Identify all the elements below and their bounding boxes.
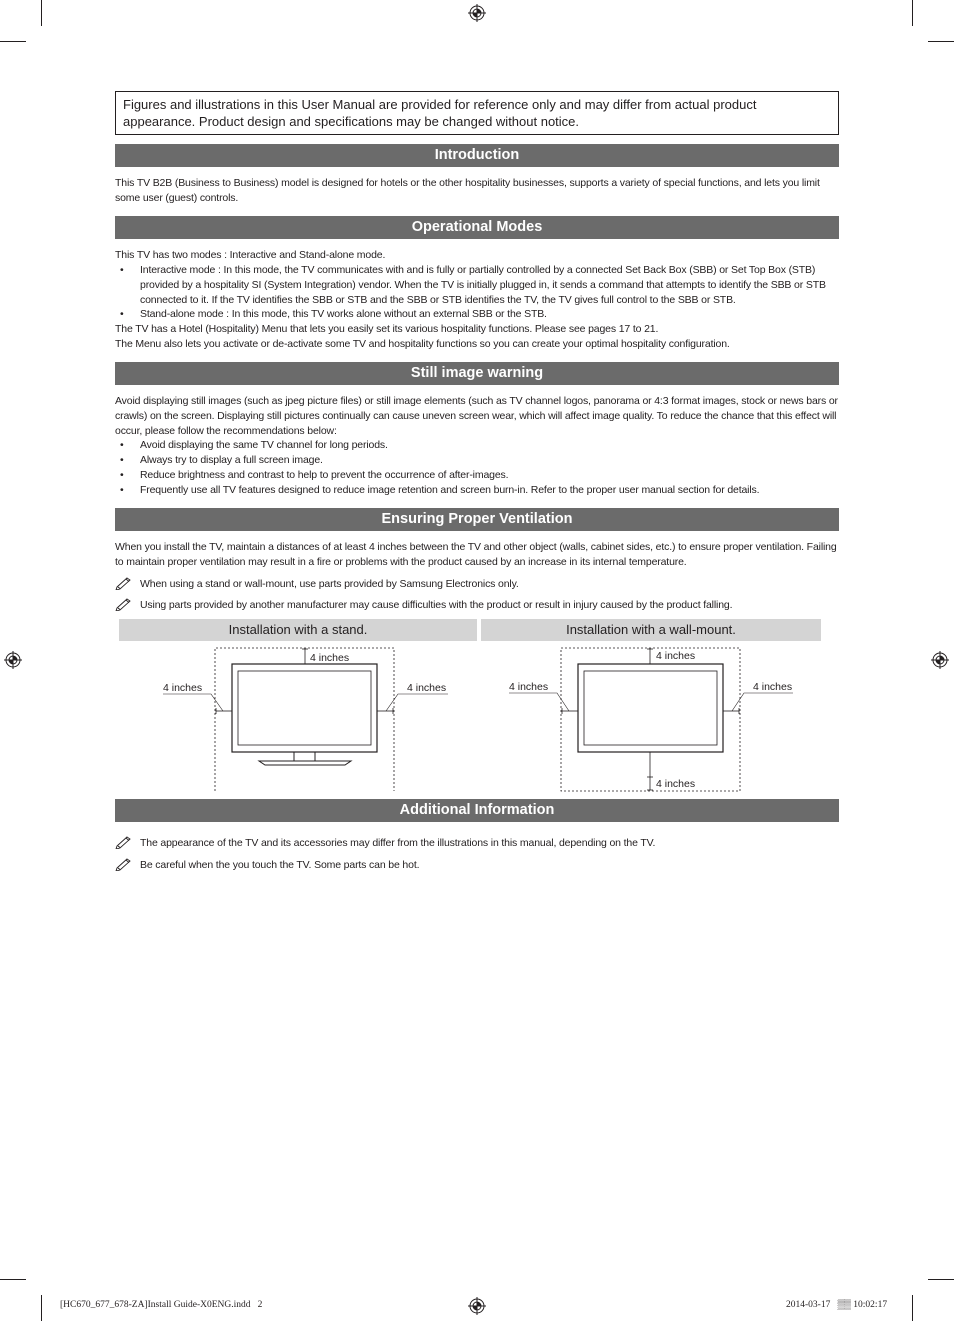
registration-mark-icon xyxy=(931,651,949,669)
note-text: The appearance of the TV and its accessories may differ from the illustrations in this manual, depending on the TV. xyxy=(140,837,656,850)
crop-mark xyxy=(928,41,954,42)
list-item: • Stand-alone mode : In this mode, this TV works alone without an external SBB or the STB. xyxy=(115,307,839,322)
section-title: Additional Information xyxy=(115,799,839,822)
crop-mark xyxy=(41,1295,42,1321)
list-item: • Always try to display a full screen image. xyxy=(115,453,839,468)
wall-top-label: 4 inches xyxy=(656,650,696,663)
paragraph: The TV has a Hotel (Hospitality) Menu that lets you easily set its various hospitality functions. Please see pages 17 to 21. xyxy=(115,322,659,335)
crop-mark xyxy=(912,0,913,26)
stand-right-label: 4 inches xyxy=(407,682,447,695)
section-title: Introduction xyxy=(115,144,839,167)
installation-wall-mount xyxy=(481,619,821,793)
section-still-image-warning xyxy=(115,362,839,497)
crop-mark xyxy=(0,1279,26,1280)
list-item: • Avoid displaying the same TV channel for long periods. xyxy=(115,438,839,453)
note-text: Be careful when the you touch the TV. Some parts can be hot. xyxy=(140,858,420,871)
registration-mark-icon xyxy=(4,651,22,669)
crop-mark xyxy=(912,1295,913,1321)
registration-mark-icon xyxy=(468,4,486,22)
note xyxy=(115,858,839,873)
paragraph: The Menu also lets you activate or de-activate some TV and hospitality functions so you can create your optimal hospitality configuration. xyxy=(115,337,730,350)
footer-file-name: [HC670_677_678-ZA]Install Guide-X0ENG.indd 2 xyxy=(60,1300,263,1310)
crop-mark xyxy=(41,0,42,26)
list-item: • Frequently use all TV features designed to reduce image retention and screen burn-in. Refer to the proper user manual section for details. xyxy=(115,483,839,498)
note xyxy=(115,577,839,592)
registration-mark-icon xyxy=(468,1297,486,1315)
wall-left-label: 4 inches xyxy=(509,681,549,694)
installation-wall-title: Installation with a wall-mount. xyxy=(481,619,821,641)
introduction-text: This TV B2B (Business to Business) model is designed for hotels or the other hospitality businesses, supports a variety of special functions, and lets you limit some user (guest) controls. xyxy=(115,177,820,204)
stand-left-label: 4 inches xyxy=(163,682,203,695)
list-item: • Interactive mode : In this mode, the TV communicates with and is fully or partially controlled by a connected Set Back Box (SBB) or Set Top Box (STB) provided by a hospitality SI (System Integration) vendor. When the TV is initially plugged in, it sends a command that attempts to identify the SBB or STB connected to it. If the TV identifies the SBB or STB and the SBB or STB identifies the TV, the TV gives full control to the SBB or STB. xyxy=(115,263,839,307)
section-introduction xyxy=(115,144,839,205)
bullet-list xyxy=(115,263,839,322)
pencil-icon xyxy=(115,597,133,611)
crop-mark xyxy=(0,41,26,42)
operational-modes-body xyxy=(115,248,839,351)
stand-diagram-svg xyxy=(119,641,477,793)
still-image-body xyxy=(115,394,839,497)
pencil-icon xyxy=(115,857,133,871)
wall-mount-diagram xyxy=(481,641,821,793)
note-text: When using a stand or wall-mount, use parts provided by Samsung Electronics only. xyxy=(140,577,519,590)
pencil-icon xyxy=(115,835,133,849)
list-item: • Reduce brightness and contrast to help to prevent the occurrence of after-images. xyxy=(115,468,839,483)
manual-page xyxy=(115,91,839,883)
wall-right-label: 4 inches xyxy=(753,681,793,694)
stand-diagram xyxy=(119,641,477,793)
paragraph: Avoid displaying still images (such as jpeg picture files) or still image elements (such as TV channel logos, panorama or 4:3 format images, stock or news bars or crawls) on the screen. Displaying still pictures continually can cause uneven screen wear, which will affect image quality. To reduce the chance that this effect will occur, please follow the recommendations below: xyxy=(115,395,838,437)
disclaimer-notice: Figures and illustrations in this User Manual are provided for reference only and may differ from actual product appearance. Product design and specifications may be changed without notice. xyxy=(115,91,839,135)
section-title: Ensuring Proper Ventilation xyxy=(115,508,839,531)
section-title: Still image warning xyxy=(115,362,839,385)
paragraph: This TV has two modes : Interactive and Stand-alone mode. xyxy=(115,249,386,262)
pencil-icon xyxy=(115,576,133,590)
wall-diagram-svg xyxy=(481,641,821,793)
section-operational-modes xyxy=(115,216,839,351)
note-text: Using parts provided by another manufacturer may cause difficulties with the product or result in injury caused by the product falling. xyxy=(140,599,733,612)
footer-date: 2014-03-17 ▒▒ 10:02:17 xyxy=(786,1300,888,1310)
note xyxy=(115,836,839,851)
section-additional-information xyxy=(115,799,839,872)
wall-bottom-label: 4 inches xyxy=(656,778,696,791)
note xyxy=(115,598,839,613)
ventilation-intro: When you install the TV, maintain a distances of at least 4 inches between the TV and other object (walls, cabinet sides, etc.) to ensure proper ventilation. Failing to maintain proper ventilation may result in a fire or problems with the product caused by an increase in its internal temperature. xyxy=(115,541,837,568)
section-title: Operational Modes xyxy=(115,216,839,239)
installation-stand xyxy=(119,619,477,793)
stand-top-label: 4 inches xyxy=(310,652,350,665)
section-ventilation xyxy=(115,508,839,793)
bullet-list xyxy=(115,438,839,497)
installation-stand-title: Installation with a stand. xyxy=(119,619,477,641)
installation-diagrams xyxy=(119,619,835,793)
crop-mark xyxy=(928,1279,954,1280)
